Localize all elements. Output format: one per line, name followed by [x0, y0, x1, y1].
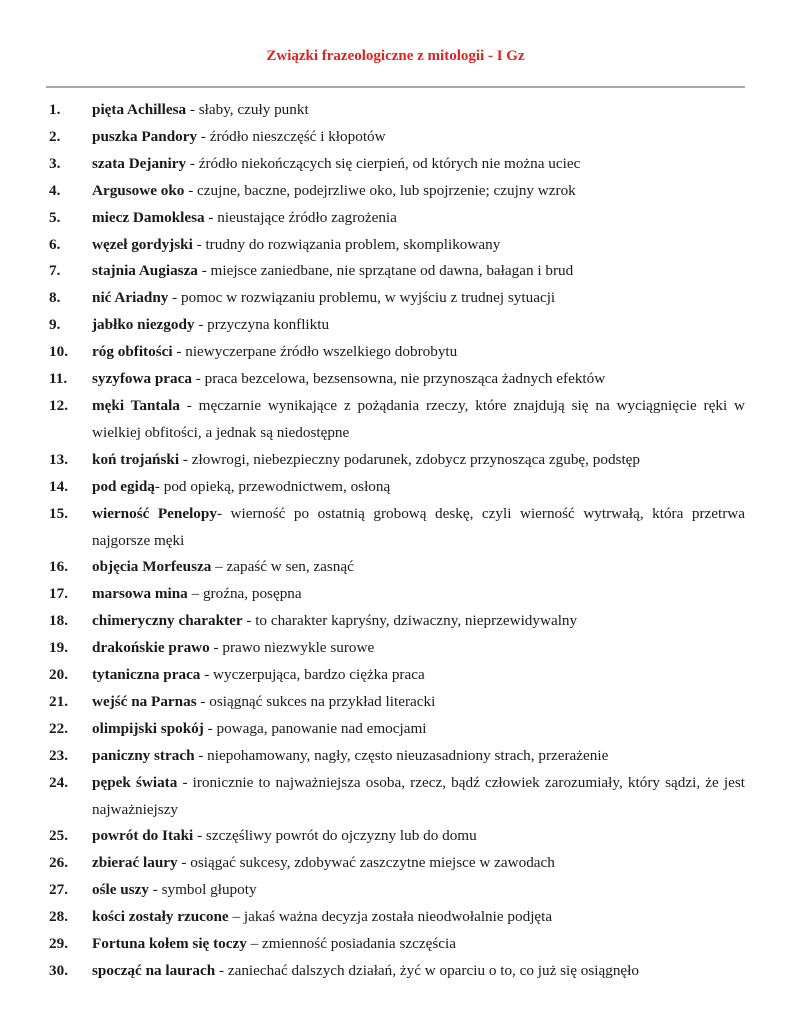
entry-definition: - ironicznie to najważniejsza osoba, rzecz, bądź człowiek zarozumiały, który sądzi, że jest najważniejszy [92, 773, 745, 818]
entry-definition: – zmienność posiadania szczęścia [246, 935, 456, 953]
list-item [0, 770, 791, 824]
list-item [0, 931, 791, 958]
entry-definition: - niewyczerpane źródło wszelkiego dobrobytu [172, 343, 458, 361]
entry-definition: – groźna, posępna [187, 585, 302, 603]
entry-number: 25. [49, 827, 68, 845]
entry-term: objęcia Morfeusza [92, 558, 212, 576]
entry-term: ośle uszy [92, 881, 149, 899]
entry-definition: – zapaść w sen, zasnąć [211, 558, 354, 576]
entry-definition: - prawo niezwykle surowe [209, 639, 375, 657]
entry-definition: - osiągnąć sukces na przykład literacki [196, 692, 436, 710]
entry-definition: - słaby, czuły punkt [186, 101, 309, 118]
list-item [0, 958, 791, 985]
entry-number: 12. [49, 396, 68, 414]
entry-number: 19. [49, 639, 68, 657]
entry-term: zbierać laury [92, 854, 178, 872]
title-divider [46, 86, 745, 88]
entry-term: drakońskie prawo [92, 639, 210, 657]
entry-term: puszka Pandory [92, 127, 198, 145]
entry-term: tytaniczna praca [92, 666, 201, 684]
list-item [0, 312, 791, 339]
entry-definition: - to charakter kapryśny, dziwaczny, nieprzewidywalny [242, 612, 578, 630]
entry-term: koń trojański [92, 450, 180, 468]
list-item [0, 904, 791, 931]
entry-definition: - wyczerpująca, bardzo ciężka praca [200, 666, 425, 684]
entry-number: 6. [49, 235, 61, 253]
entry-number: 23. [49, 746, 68, 764]
entry-term: jabłko niezgody [92, 316, 195, 334]
entry-definition: - przyczyna konfliktu [194, 316, 330, 334]
entry-term: wejść na Parnas [92, 692, 197, 710]
entry-number: 5. [49, 208, 61, 226]
entry-term: miecz Damoklesa [92, 208, 205, 226]
entry-term: kości zostały rzucone [92, 908, 229, 926]
list-item [0, 393, 791, 447]
list-item [0, 581, 791, 608]
entry-term: olimpijski spokój [92, 719, 204, 737]
entry-term: powrót do Itaki [92, 827, 194, 845]
entry-definition: - szczęśliwy powrót do ojczyzny lub do domu [193, 827, 477, 845]
list-item [0, 716, 791, 743]
entry-number: 17. [49, 585, 68, 603]
entry-definition: - czujne, baczne, podejrzliwe oko, lub spojrzenie; czujny wzrok [184, 181, 576, 199]
entry-term: męki Tantala [92, 396, 180, 414]
entry-term: róg obfitości [92, 343, 173, 361]
entry-number: 10. [49, 343, 68, 361]
entry-definition: - miejsce zaniedbane, nie sprzątane od dawna, bałagan i brud [197, 262, 574, 280]
entry-definition: - pomoc w rozwiązaniu problemu, w wyjściu z trudnej sytuacji [168, 289, 556, 307]
entry-number: 16. [49, 558, 68, 576]
entry-term: Fortuna kołem się toczy [92, 935, 247, 953]
idiom-list [0, 97, 791, 985]
list-item [0, 339, 791, 366]
list-item [0, 258, 791, 285]
list-item [0, 850, 791, 877]
entry-definition: - osiągać sukcesy, zdobywać zaszczytne miejsce w zawodach [177, 854, 555, 872]
entry-definition: - złowrogi, niebezpieczny podarunek, zdobycz przynosząca zgubę, podstęp [179, 450, 640, 468]
list-item [0, 743, 791, 770]
entry-number: 7. [49, 262, 61, 280]
entry-definition: - trudny do rozwiązania problem, skomplikowany [192, 235, 501, 253]
list-item [0, 877, 791, 904]
entry-definition: - praca bezcelowa, bezsensowna, nie przynosząca żadnych efektów [191, 370, 606, 388]
entry-number: 8. [49, 289, 61, 307]
entry-number: 2. [49, 127, 61, 145]
entry-definition: - źródło niekończących się cierpień, od których nie można uciec [186, 154, 581, 172]
entry-term: pod egidą [92, 477, 155, 495]
entry-definition: – jakaś ważna decyzja została nieodwołalnie podjęta [228, 908, 553, 926]
list-item [0, 447, 791, 474]
list-item [0, 689, 791, 716]
entry-definition: - powaga, panowanie nad emocjami [203, 719, 427, 737]
entry-number: 14. [49, 477, 68, 495]
list-item [0, 178, 791, 205]
entry-definition: - zaniechać dalszych działań, żyć w oparciu o to, co już się osiągnęło [215, 962, 639, 979]
list-item [0, 635, 791, 662]
page-title: Związki frazeologiczne z mitologii - I Gz [266, 48, 525, 64]
entry-number: 9. [49, 316, 61, 334]
entry-term: stajnia Augiasza [92, 262, 198, 280]
list-item [0, 232, 791, 259]
entry-definition: - wierność po ostatnią grobową deskę, czyli wierność wytrwałą, która przetrwa najgorsze męki [92, 504, 746, 549]
entry-number: 3. [49, 154, 61, 172]
entry-definition: - symbol głupoty [148, 881, 257, 899]
entry-term: węzeł gordyjski [92, 235, 193, 253]
entry-number: 30. [49, 962, 68, 979]
entry-definition: - pod opieką, przewodnictwem, osłoną [154, 477, 391, 495]
entry-number: 28. [49, 908, 68, 926]
entry-term: syzyfowa praca [92, 370, 192, 388]
list-item [0, 151, 791, 178]
list-item [0, 501, 791, 555]
entry-term: paniczny strach [92, 746, 195, 764]
entry-number: 29. [49, 935, 68, 953]
entry-term: pępek świata [92, 773, 178, 791]
entry-definition: - nieustające źródło zagrożenia [204, 208, 397, 226]
entry-number: 22. [49, 719, 68, 737]
entry-term: nić Ariadny [92, 289, 169, 307]
entry-term: marsowa mina [92, 585, 188, 603]
list-item [0, 366, 791, 393]
entry-term: Argusowe oko [92, 181, 185, 199]
entry-term: spocząć na laurach [92, 962, 216, 979]
entry-number: 20. [49, 666, 68, 684]
entry-number: 21. [49, 692, 68, 710]
list-item [0, 608, 791, 635]
list-item [0, 662, 791, 689]
list-item [0, 205, 791, 232]
entry-number: 13. [49, 450, 68, 468]
entry-term: szata Dejaniry [92, 154, 187, 172]
entry-number: 15. [49, 504, 68, 522]
entry-number: 18. [49, 612, 68, 630]
list-item [0, 554, 791, 581]
list-item [0, 124, 791, 151]
list-item [0, 285, 791, 312]
entry-term: pięta Achillesa [92, 101, 187, 118]
entry-definition: - męczarnie wynikające z pożądania rzeczy, które znajdują się na wyciągnięcie ręki w wielkiej obfitości, a jednak są niedostępne [92, 396, 745, 441]
list-item [0, 474, 791, 501]
entry-number: 24. [49, 773, 68, 791]
entry-number: 26. [49, 854, 68, 872]
entry-term: chimeryczny charakter [92, 612, 243, 630]
entry-definition: - niepohamowany, nagły, często nieuzasadniony strach, przerażenie [194, 746, 609, 764]
entry-definition: - źródło nieszczęść i kłopotów [197, 127, 386, 145]
entry-number: 11. [49, 370, 68, 388]
list-item [0, 823, 791, 850]
list-item [0, 97, 791, 124]
entry-number: 1. [49, 101, 61, 118]
entry-number: 27. [49, 881, 68, 899]
entry-term: wierność Penelopy [92, 504, 217, 522]
entry-number: 4. [49, 181, 61, 199]
